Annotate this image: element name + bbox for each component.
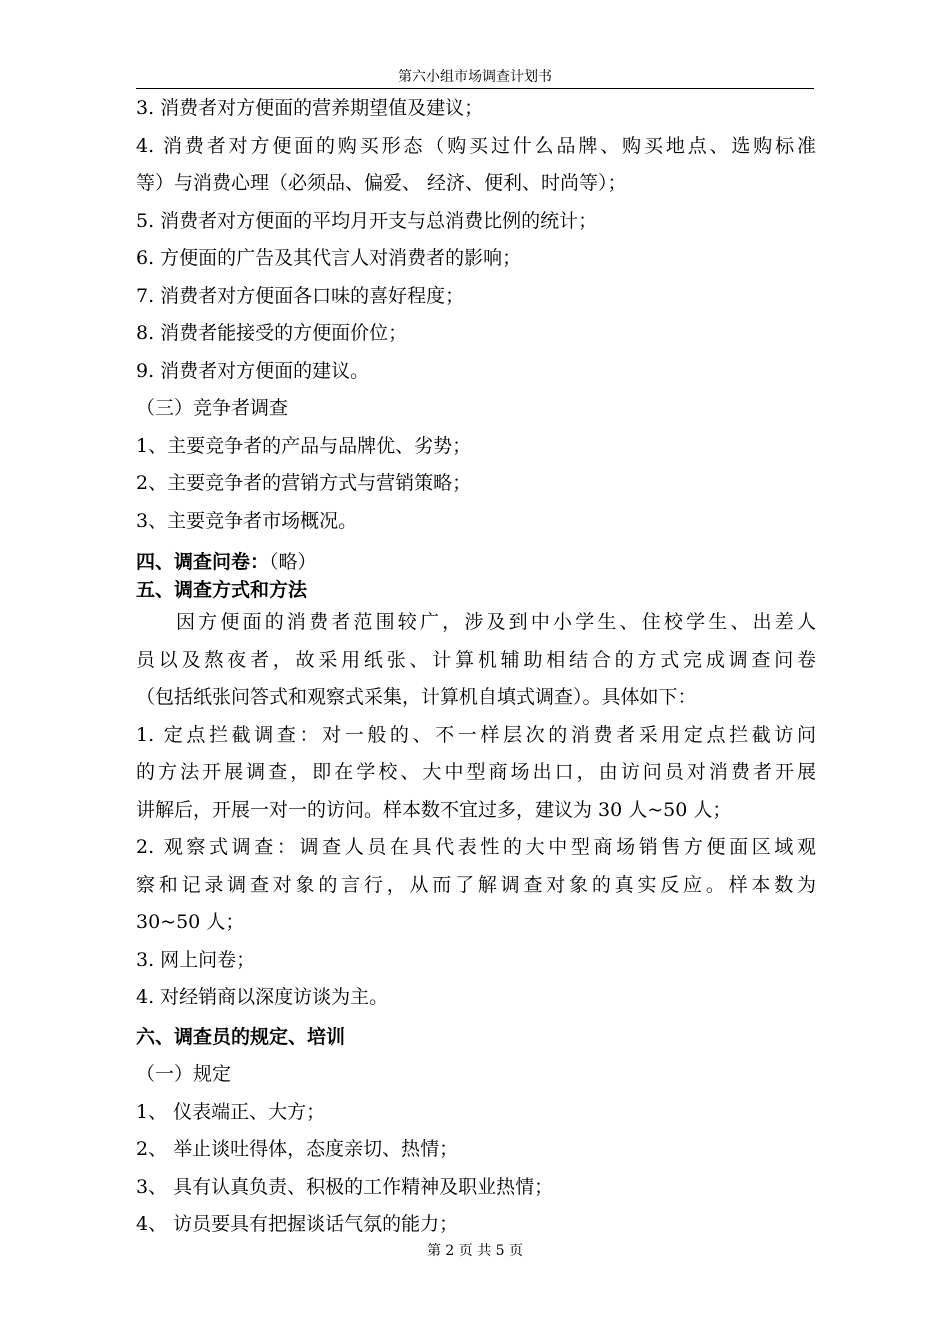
method-line: 4. 对经销商以深度访谈为主。 [136, 986, 389, 1008]
list-item: 9. 消费者对方便面的建议。 [136, 359, 370, 382]
method-line: 2. 观察式调查：调查人员在具代表性的大中型商场销售方便面区域观 [136, 836, 816, 858]
method-line: 30~50 人； [136, 911, 245, 933]
paragraph-line: （包括纸张问答式和观察式采集，计算机自填式调查）。具体如下： [136, 686, 697, 708]
section-4-heading [136, 548, 816, 576]
method-line: 3. 网上问卷； [136, 948, 256, 971]
header-rule [136, 88, 814, 89]
rule-item: 3、 具有认真负责、积极的工作精神及职业热情； [136, 1175, 554, 1198]
paragraph-line: 因方便面的消费者范围较广，涉及到中小学生、住校学生、出差人 [176, 611, 816, 633]
section-4-note: （略） [269, 551, 317, 573]
method-line: 的方法开展调查，即在学校、大中型商场出口，由访问员对消费者开展 [136, 761, 816, 783]
list-item: 3. 消费者对方便面的营养期望值及建议； [136, 97, 484, 119]
page-number: 第 2 页 共 5 页 [426, 1243, 524, 1259]
rule-item: 4、 访员要具有把握谈话气氛的能力； [136, 1213, 459, 1235]
page-content [136, 90, 816, 1244]
list-item: 6. 方便面的广告及其代言人对消费者的影响； [136, 247, 522, 269]
method-line: 讲解后，开展一对一的访问。样本数不宜过多，建议为 30 人~50 人； [136, 798, 732, 821]
section-4-title: 四、调查问卷： [136, 551, 270, 573]
paragraph-line: 员以及熬夜者，故采用纸张、计算机辅助相结合的方式完成调查问卷 [136, 648, 816, 671]
section-6-heading: 六、调查员的规定、培训 [136, 1025, 346, 1048]
section-5-heading: 五、调查方式和方法 [136, 579, 308, 601]
competitor-item: 1、主要竞争者的产品与品牌优、劣势； [136, 434, 472, 457]
subsection-heading: （一）规定 [136, 1063, 232, 1085]
list-item-continuation: 等）与消费心理（必须品、偏爱、 经济、便利、时尚等）； [136, 172, 627, 194]
method-line: 1. 定点拦截调查：对一般的、不一样层次的消费者采用定点拦截访问 [136, 723, 816, 746]
page-header: 第六小组市场调查计划书 [398, 69, 552, 85]
competitor-item: 3、主要竞争者市场概况。 [136, 509, 358, 532]
list-item: 8. 消费者能接受的方便面价位； [136, 322, 408, 344]
rule-item: 1、 仪表端正、大方； [136, 1100, 326, 1123]
list-item: 5. 消费者对方便面的平均月开支与总消费比例的统计； [136, 209, 598, 232]
competitor-heading: （三）竞争者调查 [136, 397, 289, 419]
competitor-item: 2、主要竞争者的营销方式与营销策略； [136, 472, 472, 494]
method-line: 察和记录调查对象的言行，从而了解调查对象的真实反应。样本数为 [136, 873, 816, 896]
list-item: 4. 消费者对方便面的购买形态（购买过什么品牌、购买地点、选购标准 [136, 134, 816, 157]
list-item: 7. 消费者对方便面各口味的喜好程度； [136, 284, 465, 307]
rule-item: 2、 举止谈吐得体，态度亲切、热情； [136, 1138, 459, 1160]
